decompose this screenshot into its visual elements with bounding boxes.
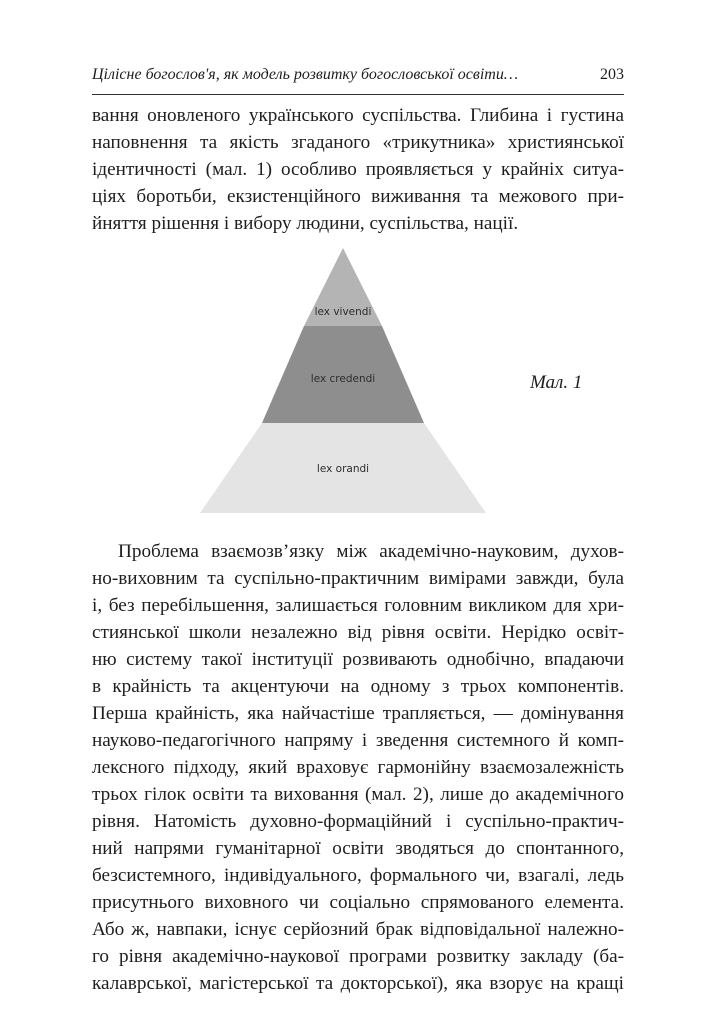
text-line: Перша крайність, яка найчастіше трапляється, — домінування [92,703,624,724]
text-line: лексного підходу, який враховує гармонійну взаємозалежність [92,757,624,778]
pyramid-diagram [200,248,486,513]
text-line: наповнення та якість згаданого «трикутника» християнської [92,132,624,153]
text-line: ню систему такої інституції розвивають однобічно, впадаючи [92,649,624,670]
text-line: ціях боротьби, екзистенційного виживання та межового при- [92,186,624,207]
header-divider [92,94,624,95]
figure-caption: Мал. 1 [530,372,583,393]
text-line: рівня. Натомість духовно-формаційний і суспільно-практич- [92,811,624,832]
text-line: ідентичності (мал. 1) особливо проявляється у крайніх ситуа- [92,159,624,180]
paragraph-1 [92,102,624,237]
text-line: присутнього виховного чи соціально спрямованого елемента. [92,892,624,913]
paragraph-2 [92,538,624,997]
text-line: вання оновленого українського суспільства. Глибина і густина [92,105,624,126]
text-line: калаврської, магістерської та докторської), яка взорує на кращі [92,973,624,994]
text-line: го рівня академічно-наукової програми розвитку закладу (ба- [92,946,624,967]
text-line: йняття рішення і вибору людини, суспільства, нації. [92,213,519,234]
tier-label-vivendi: lex vivendi [314,306,372,318]
text-line: безсистемного, індивідуального, формального чи, взагалі, ледь [92,865,624,886]
text-line: Або ж, навпаки, існує серйозний брак відповідальної належно- [92,919,624,940]
text-line: но-виховним та суспільно-практичним вимірами завжди, була [92,568,624,589]
text-line: в крайність та акцентуючи на одному з трьох компонентів. [92,676,624,697]
tier-label-orandi: lex orandi [316,463,370,475]
text-line: ний напрями гуманітарної освіти зводяться до спонтанного, [92,838,624,859]
page-number: 203 [600,66,624,83]
text-line: трьох гілок освіти та виховання (мал. 2), лише до академічного [92,784,624,805]
tier-label-credendi: lex credendi [310,373,376,385]
pyramid-figure [200,248,486,513]
text-line: стиянської школи незалежно від рівня освіти. Нерідко освіт- [92,622,624,643]
text-line: Проблема взаємозв’язку між академічно-науковим, духов- [118,541,624,562]
running-title: Цілісне богослов'я, як модель розвитку богословської освіти… [92,66,519,83]
running-header [92,66,624,90]
text-line: і, без перебільшення, залишається головним викликом для хри- [92,595,624,616]
text-line: науково-педагогічного напряму і зведення системного й комп- [92,730,624,751]
